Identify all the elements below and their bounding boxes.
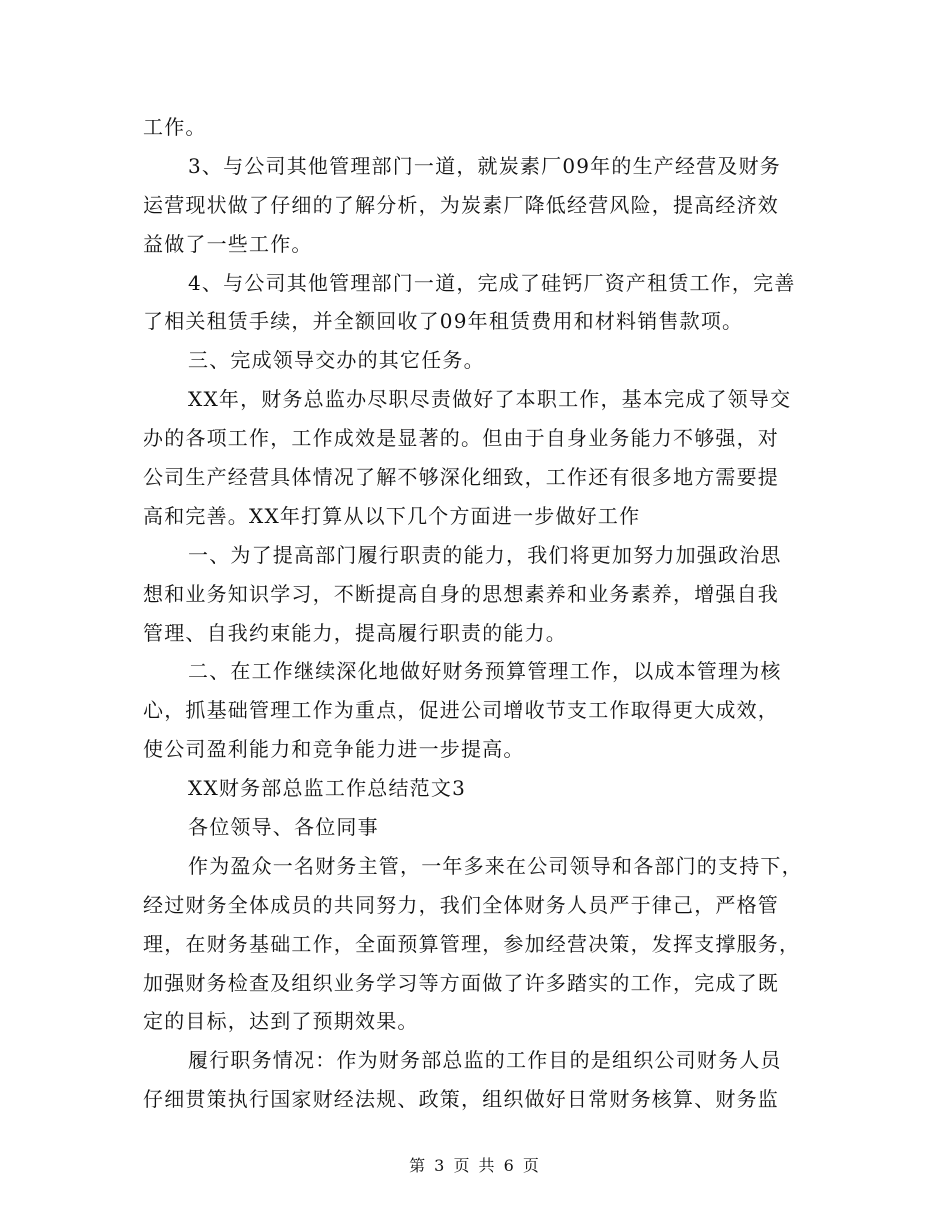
text-line: 办的各项工作，工作成效是显著的。但由于自身业务能力不够强，对: [143, 426, 779, 451]
text-line: 高和完善。XX年打算从以下几个方面进一步做好工作: [143, 503, 641, 528]
text-line: 公司生产经营具体情况了解不够深化细致，工作还有很多地方需要提: [143, 465, 779, 490]
text-line: 履行职务情况：作为财务部总监的工作目的是组织公司财务人员: [188, 1048, 782, 1073]
text-line: 三、完成领导交办的其它任务。: [188, 348, 485, 373]
text-line: XX财务部总监工作总结范文3: [188, 776, 467, 801]
text-line: 想和业务知识学习，不断提高自身的思想素养和业务素养，增强自我: [143, 581, 779, 606]
document-body: [143, 108, 803, 1119]
text-line: 3、与公司其他管理部门一道，就炭素厂09年的生产经营及财务: [188, 153, 781, 178]
text-line: 心，抓基础管理工作为重点，促进公司增收节支工作取得更大成效，: [143, 698, 779, 723]
text-line: 工作。: [143, 115, 207, 139]
text-line: 一、为了提高部门履行职责的能力，我们将更加努力加强政治思: [188, 542, 782, 567]
text-line: 益做了一些工作。: [143, 231, 313, 256]
text-line: 加强财务检查及组织业务学习等方面做了许多踏实的工作，完成了既: [143, 970, 779, 995]
text-line: 运营现状做了仔细的了解分析，为炭素厂降低经营风险，提高经济效: [143, 192, 779, 217]
text-line: 4、与公司其他管理部门一道，完成了硅钙厂资产租赁工作，完善: [188, 270, 796, 295]
text-line: 定的目标，达到了预期效果。: [143, 1009, 419, 1034]
text-line: 理，在财务基础工作，全面预算管理，参加经营决策，发挥支撑服务，: [143, 931, 801, 956]
text-line: 作为盈众一名财务主管，一年多来在公司领导和各部门的支持下，: [188, 853, 803, 878]
text-line: 经过财务全体成员的共同努力，我们全体财务人员严于律己，严格管: [143, 892, 779, 917]
text-line: 使公司盈利能力和竞争能力进一步提高。: [143, 737, 525, 762]
text-line: 了相关租赁手续，并全额回收了09年租赁费用和材料销售款项。: [143, 309, 744, 334]
text-line: 仔细贯策执行国家财经法规、政策，组织做好日常财务核算、财务监: [143, 1087, 779, 1112]
text-line: XX年，财务总监办尽职尽责做好了本职工作，基本完成了领导交: [188, 387, 792, 412]
text-line: 管理、自我约束能力，提高履行职责的能力。: [143, 620, 567, 645]
page-footer: 第 3 页 共 6 页: [409, 1156, 541, 1175]
text-line: 各位领导、各位同事: [188, 815, 379, 840]
text-line: 二、在工作继续深化地做好财务预算管理工作，以成本管理为核: [188, 659, 782, 684]
